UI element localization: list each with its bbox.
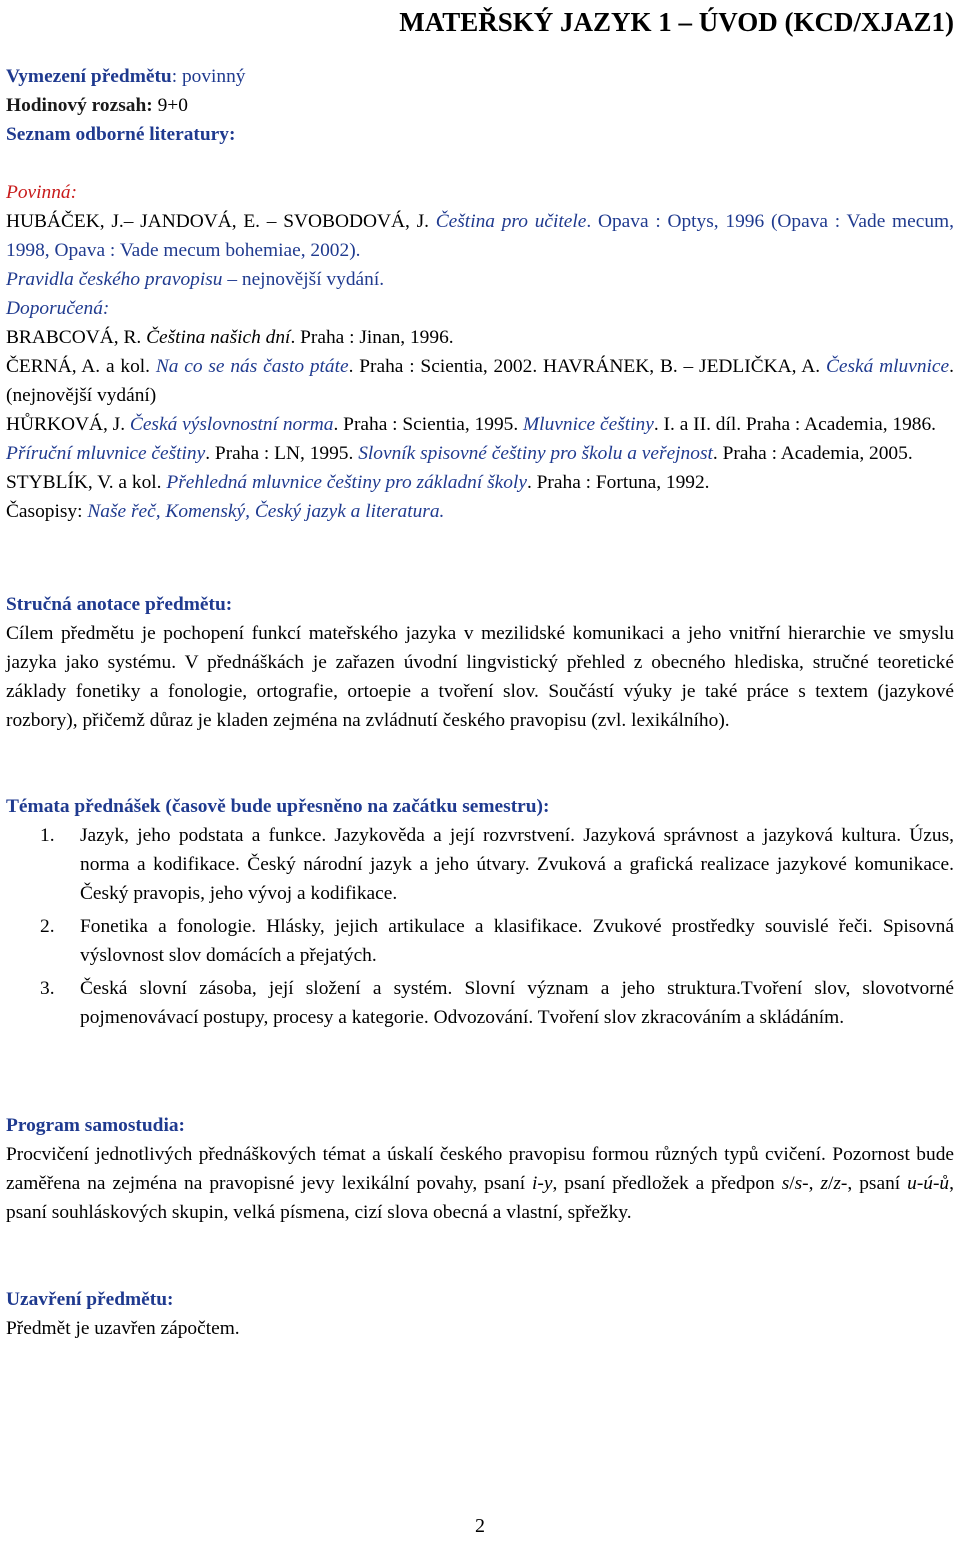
rozsah-value: 9+0 (152, 95, 188, 116)
lit-author: HUBÁČEK, J.– JANDOVÁ, E. – SVOBODOVÁ, J. (6, 211, 436, 232)
samostudium-italic: i-y (532, 1173, 553, 1194)
lit-rest: . Praha : LN, 1995. (205, 443, 359, 464)
lit-rest-2: . Praha : Academia, 2005. (712, 443, 913, 464)
lit-doporucena-4 (6, 439, 954, 468)
temata-list (6, 821, 954, 1032)
samostudium-text: , psaní (847, 1173, 908, 1194)
lit-doporucena-5 (6, 468, 954, 497)
lit-title-2: Mluvnice češtiny (523, 414, 654, 435)
info-rozsah (6, 91, 954, 120)
doporucena-label: Doporučená: (6, 298, 110, 319)
samostudium-italic: s- (794, 1173, 809, 1194)
anotace-body: Cílem předmětu je pochopení funkcí mateřského jazyka v mezilidské komunikaci a jeho vnitřní hierarchie ve smyslu jazyka jako systému. V přednáškách je zařazen úvodní lingvistický přehled z obecného hlediska, stručné teoretické základy fonetiky a fonologie, ortografie, ortoepie a tvoření slov. Součástí výuky je také práce s textem (jazykové rozbory), přičemž důraz je kladen zejména na zvládnutí českého pravopisu (zvl. lexikálního). (6, 623, 954, 731)
course-info (6, 62, 954, 149)
lit-doporucena-3 (6, 410, 954, 439)
list-item (6, 821, 954, 908)
lit-title: Čeština pro učitele (435, 211, 587, 232)
list-item-text: Česká slovní zásoba, její složení a systém. Slovní význam a jeho struktura.Tvoření slov, slovotvorné pojmenovávací postupy, procesy a kategorie. Odvozování. Tvoření slov zkracováním a skládáním. (80, 978, 954, 1028)
list-item-number: 1. (40, 825, 55, 846)
lit-casopisy (6, 497, 954, 526)
lit-rest: . Praha : Jinan, 1996. (290, 327, 454, 348)
lit-title-2: Česká mluvnice (825, 356, 950, 377)
lit-title: Příruční mluvnice češtiny (6, 443, 206, 464)
lit-title: Na co se nás často ptáte (155, 356, 349, 377)
rozsah-label: Hodinový rozsah: (6, 95, 153, 116)
vymezeni-label: Vymezení předmětu (6, 66, 172, 87)
lit-rest-2: . I. a II. díl. Praha : Academia, 1986. (653, 414, 937, 435)
lit-author: Časopisy: (6, 501, 88, 522)
lit-doporucena-1 (6, 323, 954, 352)
list-item (6, 912, 954, 970)
lit-title: Čeština našich dní (146, 327, 291, 348)
list-item-number: 3. (40, 978, 55, 999)
samostudium-text: , psaní předložek a předpon (552, 1173, 782, 1194)
lit-title-2: Slovník spisovné češtiny pro školu a veřejnost (358, 443, 713, 464)
page-number: 2 (475, 1515, 485, 1537)
list-item-text: Jazyk, jeho podstata a funkce. Jazykověda a její rozvrstvení. Jazyková správnost a jazyková kultura. Úzus, norma a kodifikace. Český národní jazyk a jeho útvary. Zvuková a grafická realizace jazykové komunikace. Český pravopis, jeho vývoj a kodifikace. (80, 825, 954, 904)
uzavreni-section (6, 1285, 954, 1343)
lit-rest: . Praha : Scientia, 2002. HAVRÁNEK, B. – JEDLIČKA, A. (348, 356, 826, 377)
temata-section (6, 792, 954, 1036)
lit-povinna-1 (6, 207, 954, 265)
lit-rest: . Opava : Optys, 1996 (Opava : Vade mecum, 1998, Opava : Vade mecum bohemiae, 2002). (6, 211, 954, 261)
lit-rest-2: . (nejnovější vydání) (6, 356, 954, 406)
povinna-label: Povinná: (6, 182, 78, 203)
samostudium-italic: z (820, 1173, 828, 1194)
lit-title: Naše řeč, Komenský, Český jazyk a literatura. (87, 501, 445, 522)
samostudium-italic: z- (833, 1173, 848, 1194)
anotace-heading: Stručná anotace předmětu: (6, 594, 233, 615)
lit-rest: . Praha : Fortuna, 1992. (526, 472, 710, 493)
lit-author: BRABCOVÁ, R. (6, 327, 147, 348)
lit-rest: – nejnovější vydání. (222, 269, 385, 290)
page-title: MATEŘSKÝ JAZYK 1 – ÚVOD (KCD/XJAZ1) (399, 7, 954, 37)
anotace-section (6, 590, 954, 735)
vymezeni-value: : povinný (171, 66, 246, 87)
samostudium-heading: Program samostudia: (6, 1115, 185, 1136)
lit-author: ČERNÁ, A. a kol. (6, 356, 156, 377)
list-item (6, 974, 954, 1032)
lit-rest: . Praha : Scientia, 1995. (333, 414, 524, 435)
samostudium-text: , psaní souhláskových skupin, velká písmena, cizí slova obecná a vlastní, spřežky. (6, 1173, 954, 1223)
lit-doporucena-2 (6, 352, 954, 410)
samostudium-text: / (789, 1173, 795, 1194)
lit-title: Česká výslovnostní norma (129, 414, 334, 435)
literature-list (6, 178, 954, 526)
uzavreni-heading: Uzavření předmětu: (6, 1289, 174, 1310)
lit-author: HŮRKOVÁ, J. (6, 414, 130, 435)
samostudium-italic: u-ú-ů (907, 1173, 950, 1194)
info-vymezeni (6, 62, 954, 91)
lit-povinna-2 (6, 265, 954, 294)
samostudium-text: Procvičení jednotlivých přednáškových témat a úskalí českého pravopisu formou různých typů cvičení. Pozornost bude zaměřena na zejména na pravopisné jevy lexikální povahy, psaní (6, 1144, 954, 1194)
samostudium-section (6, 1111, 954, 1227)
list-item-number: 2. (40, 916, 55, 937)
lit-title: Přehledná mluvnice češtiny pro základní školy (166, 472, 527, 493)
samostudium-text: , (808, 1173, 821, 1194)
temata-heading: Témata přednášek (časově bude upřesněno na začátku semestru): (6, 796, 550, 817)
uzavreni-body: Předmět je uzavřen zápočtem. (6, 1318, 240, 1339)
lit-author: STYBLÍK, V. a kol. (6, 472, 167, 493)
samostudium-italic: s (781, 1173, 790, 1194)
lit-title: Pravidla českého pravopisu (6, 269, 223, 290)
samostudium-body (6, 1140, 954, 1227)
literatura-label: Seznam odborné literatury: (6, 124, 236, 145)
samostudium-text: / (828, 1173, 834, 1194)
list-item-text: Fonetika a fonologie. Hlásky, jejich artikulace a klasifikace. Zvukové prostředky souvislé řeči. Spisovná výslovnost slov domácích a přejatých. (80, 916, 954, 966)
